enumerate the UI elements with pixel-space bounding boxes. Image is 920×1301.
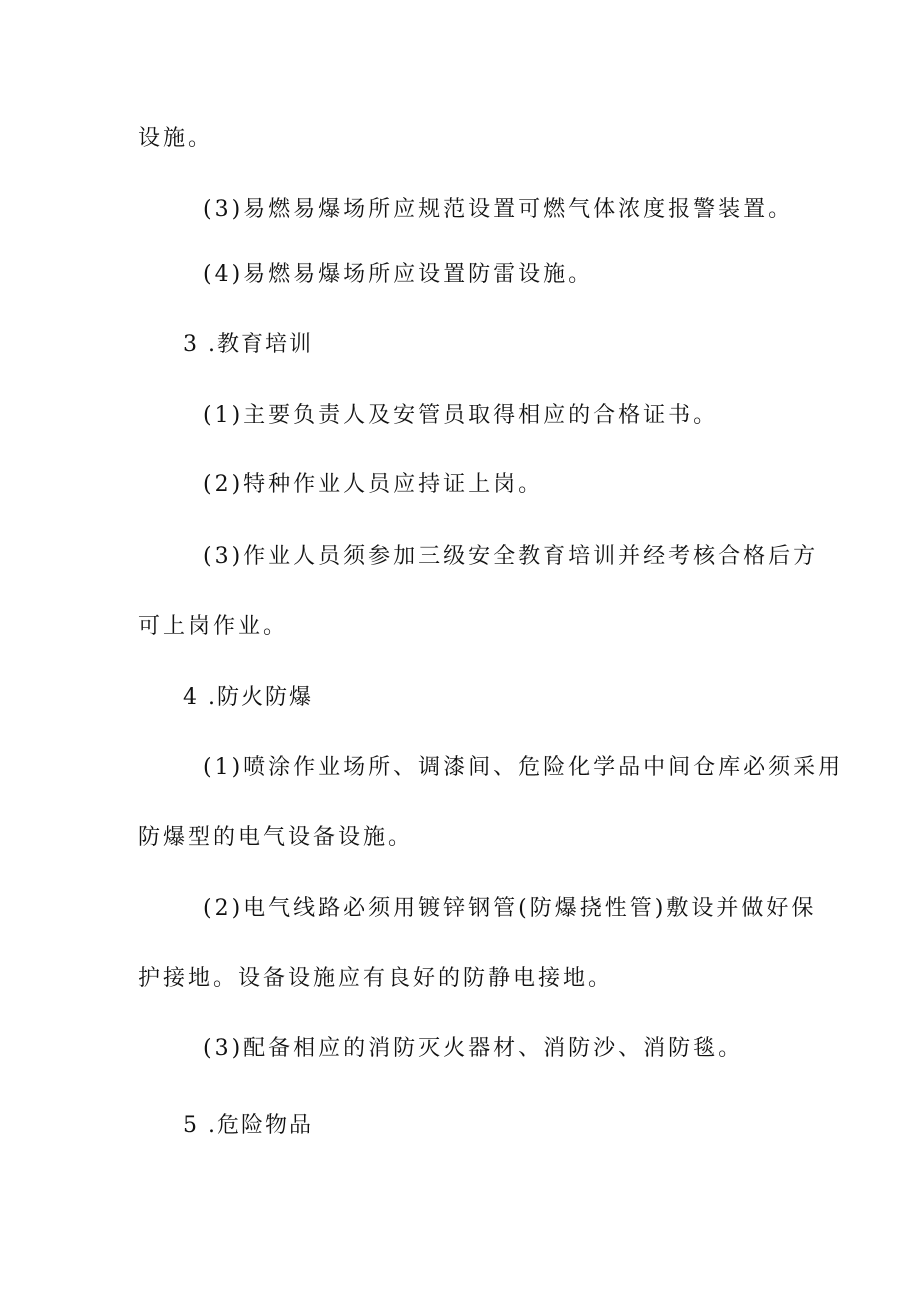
paragraph-continuation: 设施。 xyxy=(138,126,214,151)
paragraph-continuation: 可上岗作业。 xyxy=(138,614,289,639)
list-item-education-2: (2)特种作业人员应持证上岗。 xyxy=(203,472,544,497)
list-item-fire-prevention-3: (3)配备相应的消防灭火器材、消防沙、消防毯。 xyxy=(203,1036,744,1061)
list-item-fire-3: (3)易燃易爆场所应规范设置可燃气体浓度报警装置。 xyxy=(203,197,794,222)
section-heading-education: 3 .教育培训 xyxy=(183,332,313,357)
list-item-fire-4: (4)易燃易爆场所应设置防雷设施。 xyxy=(203,262,594,287)
paragraph-continuation: 护接地。设备设施应有良好的防静电接地。 xyxy=(138,966,614,991)
section-heading-hazardous-materials: 5 .危险物品 xyxy=(183,1113,313,1138)
list-item-fire-prevention-2: (2)电气线路必须用镀锌钢管(防爆挠性管)敷设并做好保 xyxy=(203,896,817,921)
list-item-education-3: (3)作业人员须参加三级安全教育培训并经考核合格后方 xyxy=(203,544,819,569)
list-item-fire-prevention-1: (1)喷涂作业场所、调漆间、危险化学品中间仓库必须采用 xyxy=(203,755,844,780)
section-heading-fire-prevention: 4 .防火防爆 xyxy=(183,685,313,710)
list-item-education-1: (1)主要负责人及安管员取得相应的合格证书。 xyxy=(203,403,719,428)
paragraph-continuation: 防爆型的电气设备设施。 xyxy=(138,825,414,850)
